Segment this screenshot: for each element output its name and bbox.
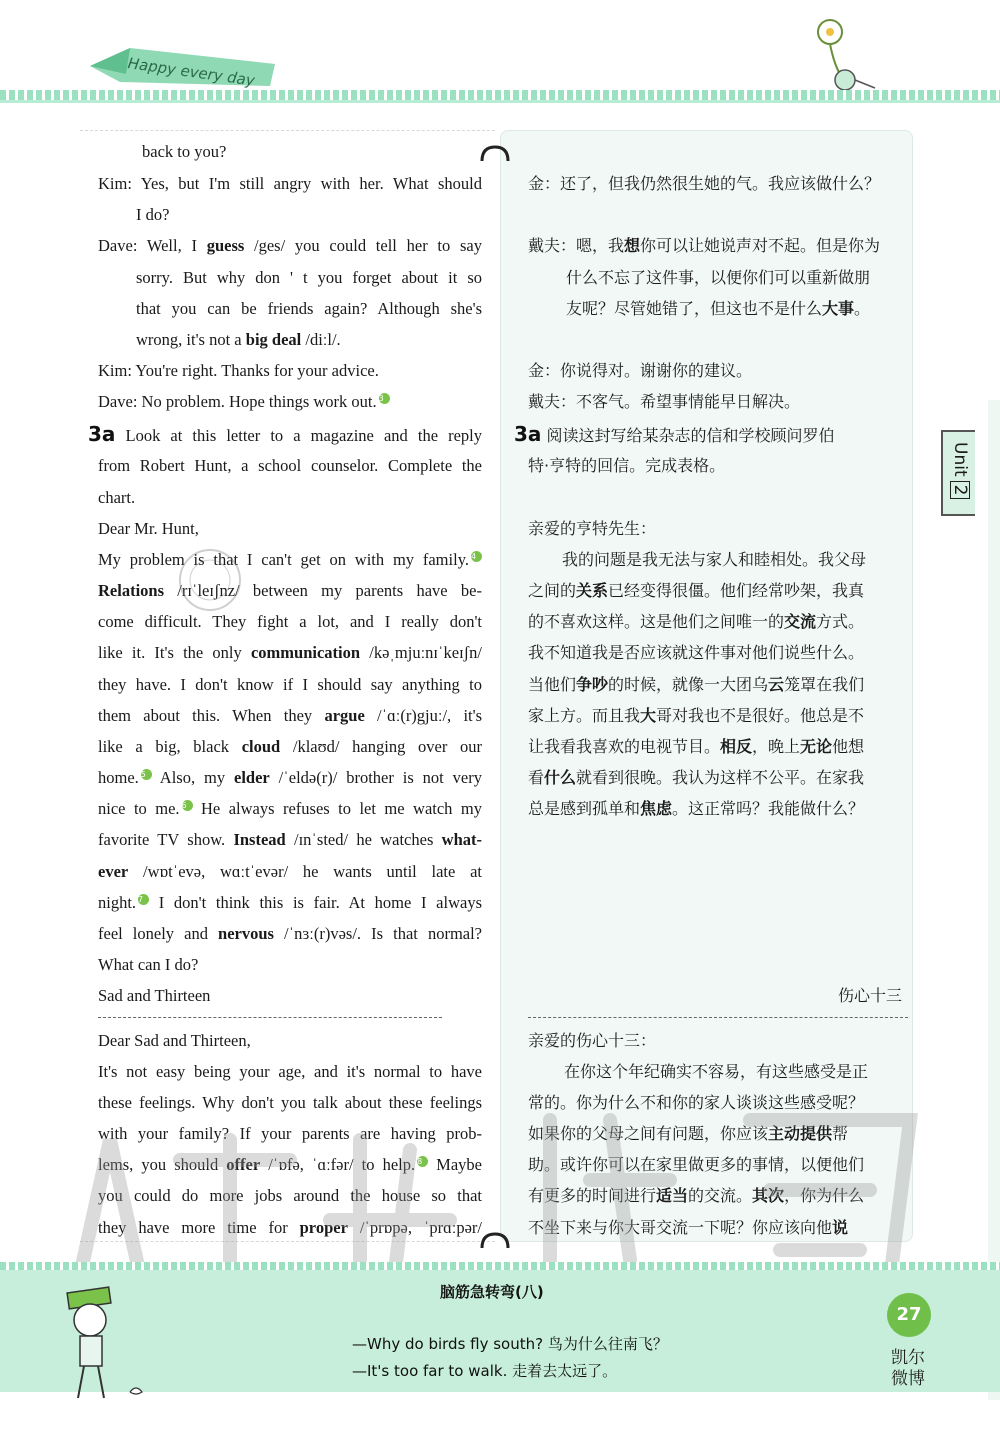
dialogue-line: Dave: No problem. Hope things work out. 3 [98, 386, 482, 417]
instruction-line: 3a Look at this letter to a magazine and the reply [88, 422, 482, 446]
letter-line: like it. It's the only communication /kəˌmjuːnɪˈkeɪʃn/ [98, 643, 482, 662]
letter-line: My problem is that I can't get on with my family. 4 [98, 544, 482, 575]
divider [528, 1017, 908, 1018]
riddle-answer: —It's too far to walk. 走着去太远了。 [352, 1362, 618, 1380]
zh-instruction: 3a 阅读这封写给某杂志的信和学校顾问罗伯 [514, 422, 835, 446]
zh-line: 戴夫：嗯，我想你可以让她说声对不起。但是你为 [528, 236, 881, 255]
section-tag: 3a [514, 422, 542, 446]
divider [98, 1017, 442, 1018]
zh-line: 总是感到孤单和焦虑。这正常吗？我能做什么？ [528, 799, 865, 818]
clip-top-icon [478, 145, 512, 163]
zh-line: 家上方。而且我大哥对我也不是很好。他总是不 [528, 706, 865, 725]
footer-stripe [0, 1262, 1000, 1270]
zh-line: 什么不忘了这件事，以便你们可以重新做朋 [566, 268, 871, 287]
zh-line: 助。或许你可以在家里做更多的事情，以便他们 [528, 1155, 865, 1174]
reply-line: you could do more jobs around the house so that [98, 1186, 482, 1205]
note-marker: 7 [138, 894, 149, 905]
dialogue-line: back to you? [142, 142, 227, 161]
dialogue-line: sorry. But why don ' t you forget about it so [136, 268, 482, 287]
zh-line: 金：还了，但我仍然很生她的气。我应该做什么？ [528, 174, 881, 193]
zh-line: 常的。你为什么不和你的家人谈谈这些感受呢？ [528, 1093, 865, 1112]
riddle-question: —Why do birds fly south? 鸟为什么往南飞？ [352, 1335, 668, 1353]
dialogue-line: that you can be friends again? Although she's [136, 299, 482, 318]
side-strip [988, 400, 1000, 1400]
letter-line: nice to me. 6 He always refuses to let me watch my [98, 799, 482, 818]
letter-line: What can I do? [98, 955, 199, 974]
reply-line: these feelings. Why don't you talk about these feelings [98, 1093, 482, 1112]
reply-line: lems, you should offer /ˈɒfə, ˈɑːfər/ to help. 8 Maybe [98, 1155, 483, 1174]
reply-greeting: Dear Sad and Thirteen, [98, 1031, 251, 1050]
dialogue-line: wrong, it's not a big deal /diːl/. [136, 330, 341, 349]
zh-line: 让我看我喜欢的电视节目。相反，晚上无论他想 [528, 737, 865, 756]
note-marker: 8 [417, 1156, 428, 1167]
page-header [0, 0, 1000, 110]
letter-line: like a big, black cloud /klaʊd/ hanging over our [98, 737, 482, 756]
dialogue-line: Kim: You're right. Thanks for your advice. [98, 361, 379, 380]
brand-logo-text: 凯尔微博 [891, 1348, 925, 1389]
letter-line: them about this. When they argue /ˈɑː(r)gjuː/, it's [98, 706, 483, 725]
instruction-line: from Robert Hunt, a school counselor. Complete the [98, 456, 482, 475]
letter-line: feel lonely and nervous /ˈnɜː(r)vəs/. Is that normal? [98, 924, 483, 943]
zh-instruction: 特·亨特的回信。完成表格。 [528, 456, 726, 475]
zh-line: 我不知道我是否应该就这件事对他们说些什么。 [528, 643, 865, 662]
vocab-word: big deal [245, 330, 302, 349]
zh-line: 之间的关系已经变得很僵。他们经常吵架，我真 [528, 581, 865, 600]
letter-greeting: Dear Mr. Hunt, [98, 519, 199, 538]
riddle-title: 脑筋急转弯(八) [440, 1283, 544, 1301]
letter-line: favorite TV show. Instead /ɪnˈsted/ he watches what- [98, 830, 482, 849]
dialogue-line: I do? [136, 205, 170, 224]
kid-reading-icon [50, 1280, 160, 1410]
letter-line: they have. I don't know if I should say anything to [98, 675, 482, 694]
unit-label: Unit2 [950, 442, 970, 502]
zh-line: 我的问题是我无法与家人和睦相处。我父母 [562, 550, 867, 569]
instruction-line: chart. [98, 488, 136, 507]
note-marker: 6 [182, 800, 193, 811]
zh-line: 戴夫：不客气。希望事情能早日解决。 [528, 392, 801, 411]
reply-line: It's not easy being your age, and it's normal to have [98, 1062, 482, 1081]
letter-line: home. 5 Also, my elder /ˈeldə(r)/ brother is not very [98, 768, 482, 787]
dialogue-line: Kim: Yes, but I'm still angry with her. What should [98, 174, 482, 193]
zh-reply-greeting: 亲爱的伤心十三： [528, 1031, 657, 1050]
zh-line: 友呢？尽管她错了，但这也不是什么大事。 [566, 299, 871, 318]
zh-greeting: 亲爱的亨特先生： [528, 519, 657, 538]
zh-line: 如果你的父母之间有问题，你应该主动提供帮 [528, 1124, 849, 1143]
page-number: 27 [887, 1293, 931, 1337]
note-marker: 5 [141, 769, 152, 780]
zh-line: 不坐下来与你大哥交流一下呢？你应该向他说 [528, 1218, 849, 1237]
letter-line: Relations /rɪˈleɪʃnz/ between my parents have be- [98, 581, 482, 600]
zh-line: 看什么就看到很晚。我认为这样不公平。在家我 [528, 768, 865, 787]
dialogue-line: Dave: Well, I guess /ges/ you could tell her to say [98, 236, 482, 255]
zh-line: 当他们争吵的时候，就像一大团乌云笼罩在我们 [528, 675, 865, 694]
letter-line: night. 7 I don't think this is fair. At home I always [98, 893, 482, 912]
note-marker: 4 [471, 551, 482, 562]
reply-line: with your family? If your parents are having prob- [98, 1124, 482, 1143]
zh-line: 在你这个年纪确实不容易，有这些感受是正 [564, 1062, 869, 1081]
section-tag: 3a [88, 422, 116, 446]
letter-line: come difficult. They fight a lot, and I really don't [98, 612, 482, 631]
zh-line: 的不喜欢这样。这是他们之间唯一的交流方式。 [528, 612, 865, 631]
stamp-icon [170, 545, 250, 615]
flower-mascot-icon [800, 14, 890, 102]
vocab-word: guess [206, 236, 245, 255]
header-stripe [0, 90, 1000, 100]
letter-line: ever /wɒtˈevə, wɑːtˈevər/ he wants until late at [98, 862, 482, 881]
reply-line: they have more time for proper /ˈprɒpə, ˈprɑːpər/ [98, 1218, 482, 1237]
header-line [0, 100, 1000, 103]
banner-text: Happy every day [126, 54, 256, 90]
zh-line: 有更多的时间进行适当的交流。其次，你为什么 [528, 1186, 865, 1205]
letter-signature: Sad and Thirteen [98, 986, 211, 1005]
zh-line: 金：你说得对。谢谢你的建议。 [528, 361, 753, 380]
unit-number: 2 [950, 481, 970, 500]
note-marker: 3 [379, 393, 390, 404]
zh-signature: 伤心十三 [838, 986, 903, 1005]
